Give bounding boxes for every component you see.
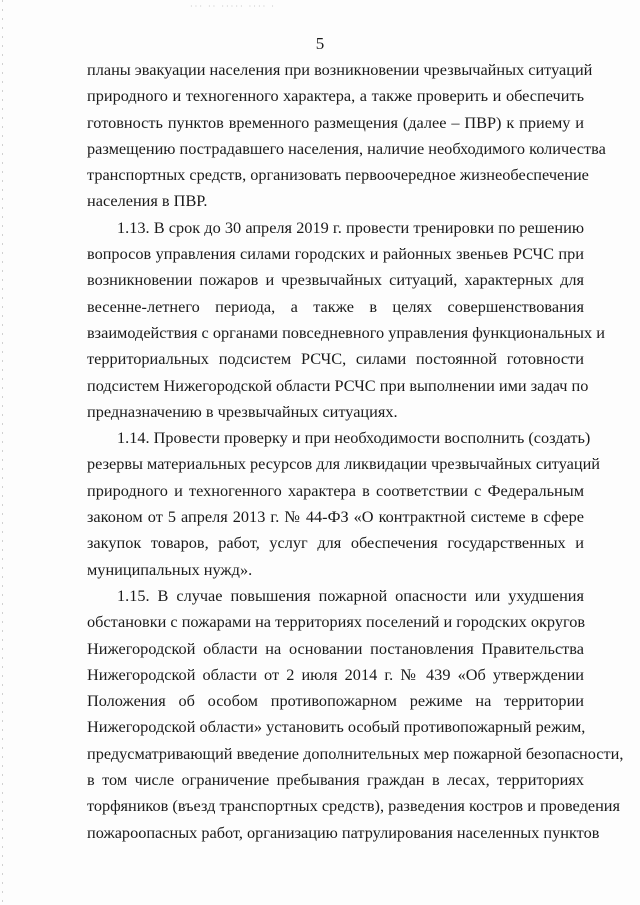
- text-line: территориальных подсистем РСЧС, силами постоянной готовности: [87, 349, 584, 369]
- text-line: 1.13. В срок до 30 апреля 2019 г. провести тренировки по решению: [117, 217, 584, 237]
- paragraph-1-14: [87, 425, 600, 583]
- text-line: возникновении пожаров и чрезвычайных ситуаций, характерных для: [87, 270, 584, 290]
- text-line: 1.15. В случае повышения пожарной опасности или ухудшения: [117, 585, 584, 605]
- text-line: готовность пунктов временного размещения (далее – ПВР) к приему и: [87, 112, 584, 132]
- text-line: Положения об особом противопожарном режиме на территории: [87, 691, 584, 711]
- text-line: природного и техногенного характера, а также проверить и обеспечить: [87, 86, 584, 106]
- paragraph-1-15: [87, 583, 624, 846]
- scan-header-noise: ··· ·· ····· ···· ·: [190, 2, 276, 11]
- scan-edge-artifact: [2, 0, 3, 905]
- text-line: планы эвакуации населения при возникновении чрезвычайных ситуаций: [87, 60, 593, 79]
- text-line: весенне-летнего периода, а также в целях совершенствования: [87, 296, 584, 316]
- text-line: размещению пострадавшего населения, наличие необходимого количества: [87, 138, 606, 158]
- document-body: [87, 57, 624, 846]
- text-line: Нижегородской области на основании постановления Правительства: [87, 638, 584, 658]
- text-line: законом от 5 апреля 2013 г. № 44-ФЗ «О контрактной системе в сфере: [87, 507, 584, 527]
- text-line: вопросов управления силами городских и районных звеньев РСЧС при: [87, 244, 584, 264]
- text-line: предназначению в чрезвычайных ситуациях.: [87, 401, 398, 421]
- text-line: 1.14. Провести проверку и при необходимости восполнить (создать): [117, 428, 591, 448]
- text-line: пожароопасных работ, организацию патрулирования населенных пунктов: [87, 822, 600, 842]
- text-line: Нижегородской области» установить особый противопожарный режим,: [87, 717, 586, 737]
- text-line: предусматривающий введение дополнительных мер пожарной безопасности,: [87, 743, 624, 763]
- text-line: населения в ПВР.: [87, 191, 208, 211]
- text-line: Нижегородской области от 2 июля 2014 г. № 439 «Об утверждении: [87, 664, 584, 684]
- text-line: транспортных средств, организовать первоочередное жизнеобеспечение: [87, 165, 589, 185]
- text-line: подсистем Нижегородской области РСЧС при выполнении ими задач по: [87, 375, 589, 395]
- text-line: торфяников (въезд транспортных средств), разведения костров и проведения: [87, 796, 620, 816]
- text-line: муниципальных нужд».: [87, 559, 253, 579]
- paragraph-1-13: [87, 215, 605, 425]
- paragraph-continuation: [87, 57, 606, 215]
- text-line: резервы материальных ресурсов для ликвидации чрезвычайных ситуаций: [87, 454, 600, 474]
- page-number: 5: [315, 34, 325, 53]
- text-line: обстановки с пожарами на территориях поселений и городских округов: [87, 612, 586, 632]
- text-line: природного и техногенного характера в соответствии с Федеральным: [87, 480, 584, 500]
- text-line: в том числе ограничение пребывания граждан в лесах, территориях: [87, 770, 584, 790]
- text-line: взаимодействия с органами повседневного управления функциональных и: [87, 322, 605, 342]
- text-line: закупок товаров, работ, услуг для обеспечения государственных и: [87, 533, 584, 553]
